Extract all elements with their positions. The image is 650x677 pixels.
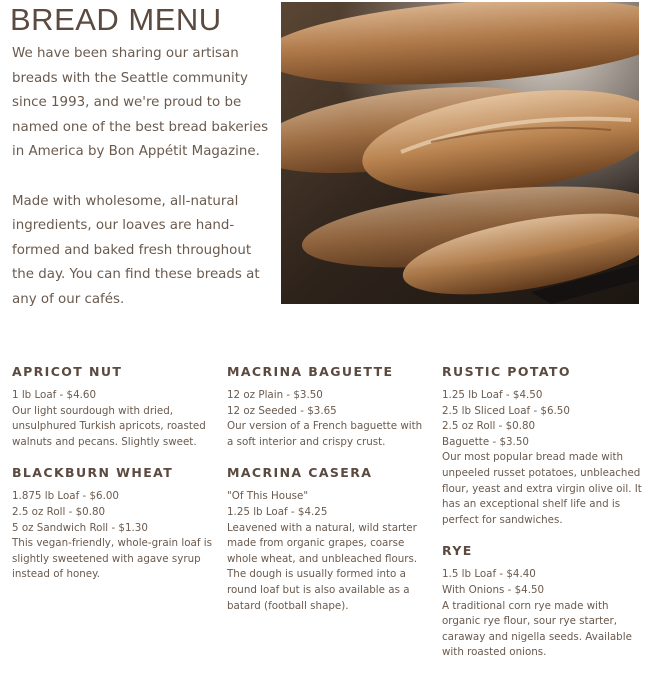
item-name: APRICOT NUT — [12, 364, 123, 379]
item-description: Our most popular bread made with unpeeled russet potatoes, unbleached flour, yeast and extra virgin olive oil. It has an exceptional shelf life and is perfect for sandwiches. — [442, 451, 642, 526]
item-description: Our version of a French baguette with a soft interior and crispy crust. — [227, 420, 423, 448]
menu-item — [227, 465, 427, 614]
item-price: 12 oz Seeded - $3.65 — [227, 404, 337, 417]
item-description: This vegan-friendly, whole-grain loaf is slightly sweetened with agave syrup instead of honey. — [12, 537, 212, 581]
item-subtitle: "Of This House" — [227, 490, 309, 503]
menu-column — [227, 364, 427, 629]
item-description: Our light sourdough with dried, unsulphured Turkish apricots, roasted walnuts and pecans. Slightly sweet. — [12, 404, 206, 448]
item-price: 1.25 lb Loaf - $4.25 — [227, 505, 328, 518]
item-price: 5 oz Sandwich Roll - $1.30 — [12, 521, 148, 534]
intro-text — [12, 42, 274, 337]
menu-item — [442, 543, 642, 661]
item-price: 1 lb Loaf - $4.60 — [12, 389, 97, 401]
item-price: 2.5 lb Sliced Loaf - $6.50 — [442, 404, 570, 417]
menu-column — [12, 364, 214, 598]
item-name: MACRINA BAGUETTE — [227, 364, 394, 379]
item-name: BLACKBURN WHEAT — [12, 465, 174, 481]
item-price: Baguette - $3.50 — [442, 435, 529, 448]
item-name: MACRINA CASERA — [227, 465, 373, 481]
item-description: Leavened with a natural, wild starter made from organic grapes, coarse whole wheat, and unbleached flours. The dough is usually formed into a round loaf but is also available as a batard (football shape). — [227, 521, 418, 612]
item-price: 2.5 oz Roll - $0.80 — [442, 420, 536, 433]
menu-item — [12, 465, 214, 583]
item-name: RUSTIC POTATO — [442, 364, 571, 379]
item-price: 12 oz Plain - $3.50 — [227, 389, 323, 401]
intro-paragraph: Made with wholesome, all-natural ingredients, our loaves are hand-formed and baked fresh throughout the day. You can find these breads at any of our cafés. — [12, 193, 260, 307]
baguettes-photo — [281, 2, 639, 304]
item-description: A traditional corn rye made with organic rye flour, sour rye starter, caraway and nigella seeds. Available with roasted onions. — [442, 599, 632, 659]
item-price: 2.5 oz Roll - $0.80 — [12, 505, 106, 518]
item-price: 1.5 lb Loaf - $4.40 — [442, 568, 536, 581]
item-name: RYE — [442, 543, 473, 559]
menu-item — [12, 364, 214, 450]
menu-column — [442, 364, 642, 676]
menu-item — [442, 364, 642, 528]
item-price: 1.25 lb Loaf - $4.50 — [442, 389, 543, 401]
page-title: BREAD MENU — [10, 2, 222, 37]
intro-paragraph: We have been sharing our artisan breads with the Seattle community since 1993, and we're proud to be named one of the best bread bakeries in America by Bon Appétit Magazine. — [12, 46, 269, 160]
item-price: With Onions - $4.50 — [442, 583, 545, 596]
menu-item — [227, 364, 427, 450]
item-price: 1.875 lb Loaf - $6.00 — [12, 490, 119, 503]
